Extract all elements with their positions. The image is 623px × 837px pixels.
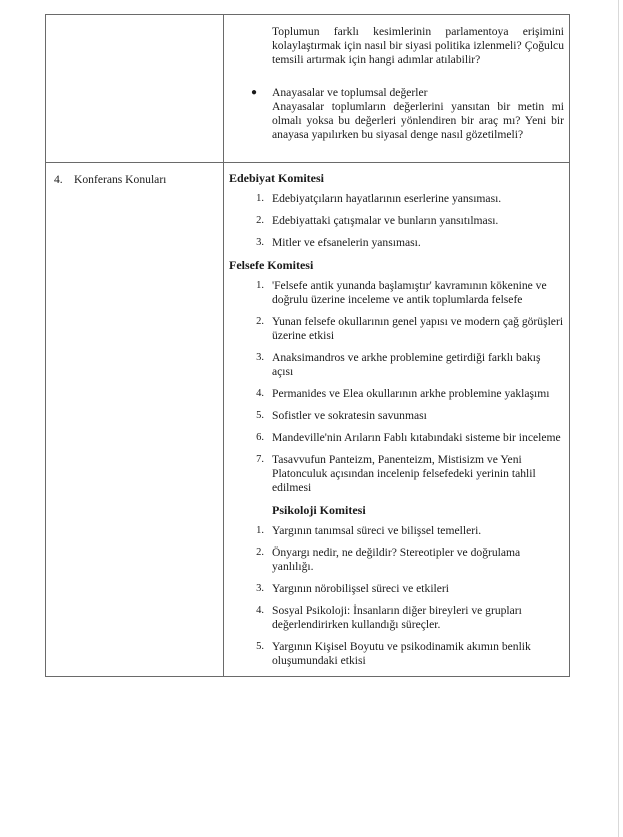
bullet-body-text: Anayasalar toplumların değerlerini yansıtan bir metin mi olmalı yoksa bu değerleri yönlendiren bir araç mı? Yeni bir anayasa yapılırken bu siyasal denge nasıl gözetilmeli? (272, 100, 564, 141)
list-item (229, 236, 564, 250)
empty-left-cell (46, 15, 224, 163)
list-item (229, 192, 564, 206)
item-number: 5. (256, 410, 264, 421)
item-text: Edebiyattaki çatışmalar ve bunların yansıtılması. (272, 214, 499, 227)
item-text: Tasavvufun Panteizm, Panenteizm, Mistisizm ve Yeni Platonculuk açısından incelenip felsefedeki yerinin tahlil edilmesi (272, 453, 536, 494)
item-text: Sosyal Psikoloji: İnsanların diğer bireyleri ve grupları değerlendirirken kullandığı süreçler. (272, 604, 522, 631)
list-item (229, 214, 564, 228)
list-item (229, 315, 564, 343)
item-text: Önyargı nedir, ne değildir? Stereotipler ve doğrulama yanlılığı. (272, 546, 521, 573)
list-item (229, 279, 564, 307)
bullet-title: Anayasalar ve toplumsal değerler (272, 86, 428, 99)
topic-list (229, 192, 564, 250)
section-number: 4. (54, 173, 63, 186)
item-text: Yargının Kişisel Boyutu ve psikodinamik akımın benlik oluşumundaki etkisi (272, 640, 531, 667)
list-item (229, 453, 564, 495)
section-label-cell (46, 163, 224, 677)
bullet-content (272, 86, 564, 158)
item-number: 4. (256, 388, 264, 399)
item-text: Yargının nörobilişsel süreci ve etkileri (272, 582, 449, 595)
item-number: 4. (256, 605, 264, 616)
item-number: 2. (256, 215, 264, 226)
item-number: 2. (256, 316, 264, 327)
item-number: 6. (256, 432, 264, 443)
item-text: Edebiyatçıların hayatlarının eserlerine yansıması. (272, 192, 502, 205)
item-number: 3. (256, 352, 264, 363)
item-number: 1. (256, 280, 264, 291)
list-item (229, 582, 564, 596)
item-number: 7. (256, 454, 264, 465)
question-paragraph: Toplumun farklı kesimlerinin parlamentoya erişimini kolaylaştırmak için nasıl bir siyasi politika izlenmeli? Çoğulcu temsili artırmak için hangi adımlar atılabilir? (272, 25, 564, 66)
list-item (229, 351, 564, 379)
item-number: 5. (256, 641, 264, 652)
item-number: 3. (256, 583, 264, 594)
list-item (229, 546, 564, 574)
item-number: 1. (256, 525, 264, 536)
item-number: 2. (256, 547, 264, 558)
item-text: 'Felsefe antik yunanda başlamıştır' kavramının kökenine ve doğrulu üzerine inceleme ve antik toplumlarda felsefe (272, 279, 547, 306)
committee-title: Felsefe Komitesi (229, 258, 314, 272)
list-item (229, 387, 564, 401)
continued-right-cell (224, 15, 570, 163)
committee-felsefe (229, 258, 564, 495)
list-item (229, 604, 564, 632)
topic-list (229, 279, 564, 495)
bullet-item (251, 86, 564, 158)
item-text: Mandeville'nin Arıların Fablı kıtabındaki sisteme bir inceleme (272, 431, 561, 444)
page-edge-line (618, 0, 619, 837)
item-text: Sofistler ve sokratesin savunması (272, 409, 427, 422)
list-item (229, 640, 564, 668)
item-text: Yunan felsefe okullarının genel yapısı ve modern çağ görüşleri üzerine etkisi (272, 315, 564, 342)
committee-psikoloji (229, 503, 564, 668)
item-number: 1. (256, 193, 264, 204)
section-label: Konferans Konuları (74, 173, 167, 186)
committee-title: Edebiyat Komitesi (229, 171, 324, 185)
committees-cell (224, 163, 570, 677)
committee-edebiyat (229, 171, 564, 250)
document-table (45, 14, 570, 677)
item-text: Yargının tanımsal süreci ve bilişsel temelleri. (272, 524, 482, 537)
list-item (229, 524, 564, 538)
item-text: Mitler ve efsanelerin yansıması. (272, 236, 421, 249)
topic-list (229, 524, 564, 668)
list-item (229, 431, 564, 445)
item-number: 3. (256, 237, 264, 248)
table-row-section-4 (46, 163, 570, 677)
item-text: Permanides ve Elea okullarının arkhe problemine yaklaşımı (272, 387, 550, 400)
committee-title: Psikoloji Komitesi (272, 503, 366, 517)
list-item (229, 409, 564, 423)
table-row-continued (46, 15, 570, 163)
bullet-icon: ● (251, 87, 258, 98)
item-text: Anaksimandros ve arkhe problemine getirdiği farklı bakış açısı (272, 351, 541, 378)
